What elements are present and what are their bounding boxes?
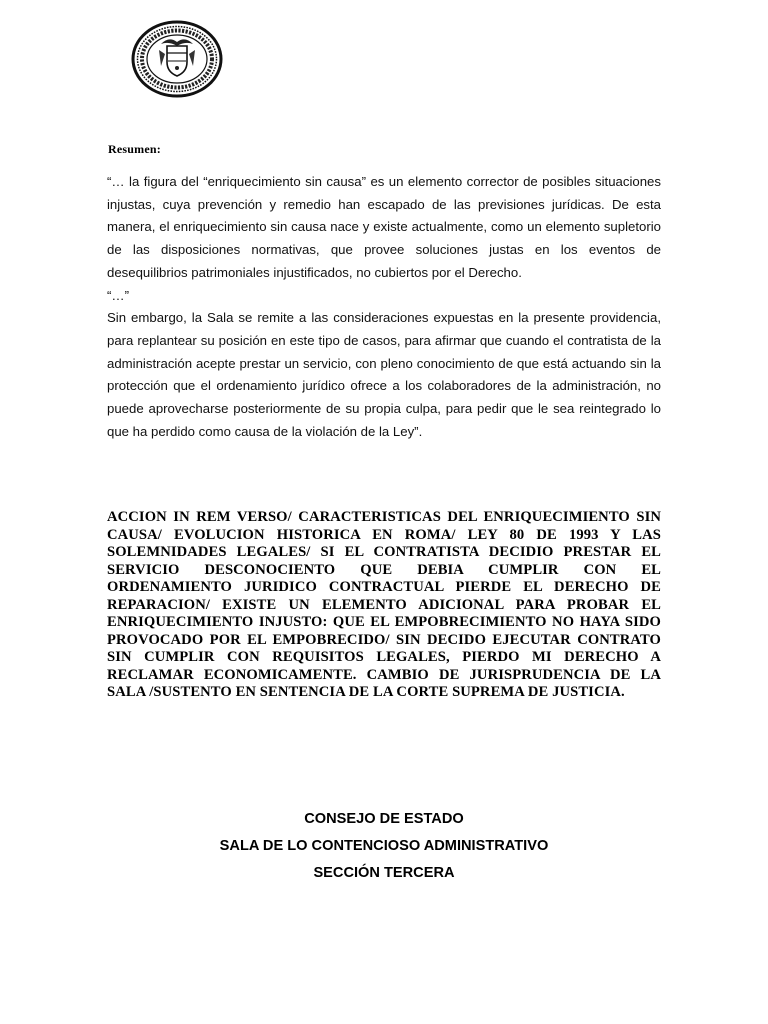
case-descriptors: ACCION IN REM VERSO/ CARACTERISTICAS DEL ENRIQUECIMIENTO SIN CAUSA/ EVOLUCION HISTORICA EN ROMA/ LEY 80 DE 1993 Y LAS SOLEMNIDADES LEGALES/ SI EL CONTRATISTA DECIDIO PRESTAR EL SERVICIO DESCONOCIENTO QUE DEBIA CUMPLIR CON EL ORDENAMIENTO JURIDICO CONTRACTUAL PIERDE EL DERECHO DE REPARACION/ EXISTE UN ELEMENTO ADICIONAL PARA PROBAR EL ENRIQUECIMIENTO INJUSTO: QUE EL EMPOBRECIMIENTO NO HAYA SIDO PROVOCADO POR EL EMPOBRECIDO/ SIN DECIDO EJECUTAR CONTRATO SIN CUMPLIR CON REQUISITOS LEGALES, PIERDO MI DERECHO A RECLAMAR ECONOMICAMENTE. CAMBIO DE JURISPRUDENCIA DE LA SALA /SUSTENTO EN SENTENCIA DE LA CORTE SUPREMA DE JUSTICIA. (107, 509, 661, 700)
summary-ellipsis: “…” (107, 287, 129, 303)
summary-text (107, 171, 661, 443)
consejo-de-estado-seal (131, 20, 223, 98)
summary-paragraph: “… la figura del “enriquecimiento sin causa” es un elemento corrector de posibles situaciones injustas, cuya prevención y remedio han escapado de las previsiones jurídicas. De esta manera, el enriquecimiento sin causa nace y existe actualmente, como un elemento supletorio de las disposiciones normativas, que provee soluciones justas en los eventos de desequilibrios patrimoniales injustificados, no cubiertos por el Derecho. (107, 174, 661, 280)
court-name: CONSEJO DE ESTADO (304, 811, 464, 827)
summary-heading: Resumen: (108, 142, 161, 156)
court-chamber: SALA DE LO CONTENCIOSO ADMINISTRATIVO (219, 838, 549, 854)
summary-paragraph: Sin embargo, la Sala se remite a las consideraciones expuestas en la presente providencia, para replantear su posición en este tipo de casos, para afirmar que cuando el contratista de la administración acepte prestar un servicio, con pleno conocimiento de que está actuando sin la protección que el ordenamiento jurídico ofrece a los colaboradores de la administración, no puede aprovecharse posteriormente de su propia culpa, para pedir que le sea reintegrado lo que ha perdido como causa de la violación de la Ley”. (107, 310, 661, 439)
court-heading (107, 806, 661, 887)
court-section: SECCIÓN TERCERA (313, 865, 455, 881)
